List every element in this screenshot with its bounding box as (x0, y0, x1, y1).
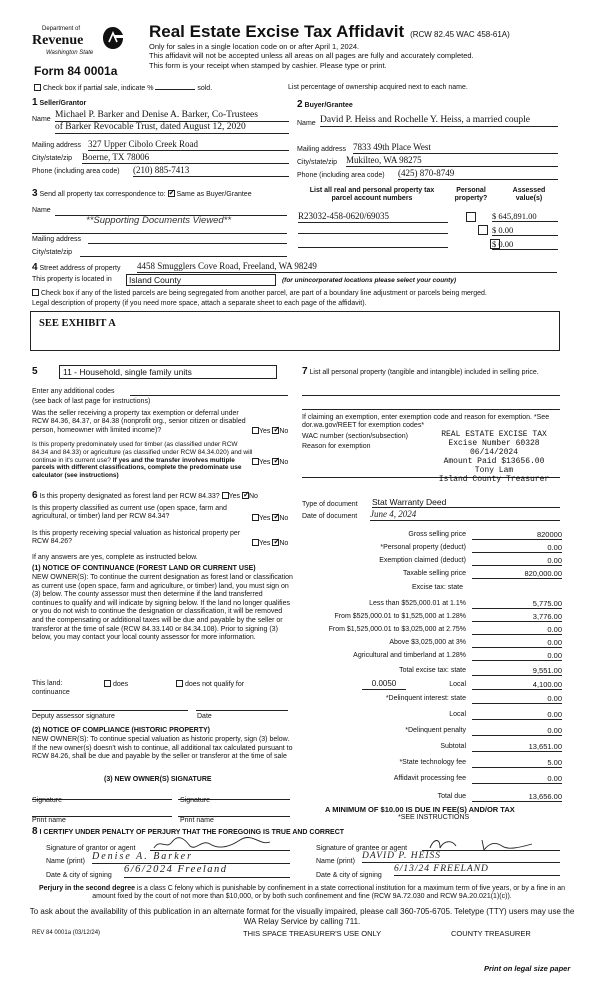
seller-name-label: Name (32, 116, 51, 123)
forest-question: Is this property designated as forest land per RCW 84.33? (39, 493, 220, 500)
seller-mailing-label: Mailing address (32, 142, 82, 149)
treasurer-use-only: THIS SPACE TREASURER'S USE ONLY (243, 929, 382, 938)
exemption-deduct-label: Exemption claimed (deduct) (379, 556, 466, 564)
personal-property-checkbox-2[interactable] (478, 225, 488, 235)
section3-mailing-field[interactable] (88, 236, 287, 244)
form-number: Form 84 0001a (34, 64, 118, 78)
wa-logo-icon (102, 26, 124, 50)
buyer-city[interactable]: Mukilteo, WA 98275 (346, 155, 558, 167)
total-due-value[interactable]: 13,656.00 (472, 792, 562, 802)
tier5-label: Agricultural and timberland at 1.28% (353, 651, 466, 659)
if-yes-note: If any answers are yes, complete as instructed below. (32, 554, 198, 561)
timber-question-text: Is this property predominately used for timber (as classified under RCW 84.34 and 84.33) or agriculture (as classified under RCW 84.34.020) and will continue in it's current use? (32, 441, 253, 464)
open-space-yes-no (252, 514, 288, 523)
revision-number: REV 84 0001a (03/12/24) (32, 930, 101, 936)
open-space-yes-label: Yes (259, 515, 271, 522)
tier1-value[interactable]: 5,775.00 (472, 599, 562, 609)
legal-description-box[interactable] (30, 311, 560, 351)
segregated-label: Check box if any of the listed parcels are being segregated from another parcel, are part of a boundary line adjustment or parcels being merged. (40, 290, 487, 297)
partial-sale-sold: sold. (197, 85, 213, 92)
same-as-buyer-label: Same as Buyer/Grantee (176, 191, 252, 198)
section3-city-label: City/state/zip (32, 249, 73, 256)
this-land-label: This land: (32, 680, 63, 687)
see-instructions: *SEE INSTRUCTIONS (398, 814, 470, 821)
seller-name-line2[interactable]: of Barker Revocable Trust, dated August 12, 2020 (55, 122, 289, 134)
buyer-mailing[interactable]: 7833 49th Place West (353, 142, 558, 154)
logo-state-text: Washington State (46, 50, 94, 56)
legal-description-label: Legal description of property (if you need more space, attach a separate sheet to each page of the affidavit). (32, 300, 367, 307)
tier5-row (300, 649, 562, 661)
notice1-body: NEW OWNER(S): To continue the current designation as forest land or classification as current use (open space, farm and agriculture, or timber) land, you must sign on (3) below. The county assessor must then determine if the land transferred continues to qualify and will indicate by signing below. If the land no longer qualifies or you do not wish to continue the designation or classification, it will be removed and the compensating or additional taxes will be due and payable by the seller or transferor at the time of sale (RCW 84.33.140 or 84.34.108). Prior to signing (3) below, you may contact your local county assessor for more information. (32, 574, 293, 642)
assessed-value-row-2[interactable]: $ 0.00 (492, 225, 558, 236)
logo-dept-text: Department of (42, 26, 81, 32)
legal-paper-note: Print on legal size paper (484, 964, 571, 973)
exemption-no-label: No (279, 428, 289, 435)
taxable-price-row (300, 567, 562, 579)
see-back-label: (see back of last page for instructions) (32, 398, 151, 405)
forest-no-label: No (249, 493, 258, 500)
timber-question (32, 441, 254, 480)
gross-price-row (300, 528, 562, 540)
does-label: does (112, 681, 129, 688)
notice2-title: (2) NOTICE OF COMPLIANCE (HISTORIC PROPERTY) (32, 727, 210, 734)
grantor-name-field[interactable]: Denise A. Barker (92, 851, 290, 864)
tier4-row (300, 636, 562, 648)
grantee-date-field[interactable]: 6/13/24 FREELAND (394, 864, 560, 876)
section3-line2[interactable] (32, 226, 287, 234)
same-as-buyer-checkbox[interactable] (168, 190, 175, 197)
seller-heading: 1 Seller/Grantor (32, 97, 87, 108)
tier4-label: Above $3,025,000 at 3% (389, 638, 466, 646)
tech-fee-value[interactable]: 5.00 (472, 758, 562, 768)
deputy-signature-label: Deputy assessor signature (32, 713, 115, 720)
open-space-question: Is this property classified as current use (open space, farm and agricultural, or timber) land per RCW 84.34? (32, 505, 227, 521)
personal-deduct-row (300, 541, 562, 553)
subheader-line1: Only for sales in a single location code on or after April 1, 2024. (149, 42, 360, 51)
continuance-label: continuance (32, 689, 70, 696)
section7-heading-text: List all personal property (tangible and intangible) included in selling price. (309, 369, 539, 376)
reason-label: Reason for exemption (302, 443, 371, 450)
deputy-date-label: Date (197, 713, 212, 720)
buyer-phone[interactable]: (425) 870-8749 (398, 168, 558, 180)
grantee-date-label: Date & city of signing (316, 872, 382, 879)
tier3-row (300, 623, 562, 635)
segregated-checkbox[interactable] (32, 289, 39, 296)
assessed-value-col-header: Assessed value(s) (512, 187, 546, 203)
total-state-label: Total excise tax: state (399, 666, 466, 674)
exemption-yes-label: Yes (259, 428, 271, 435)
parcels-col-header: List all real and personal property tax parcel account numbers (309, 187, 435, 203)
grantee-signature-scribble (422, 836, 560, 852)
tier3-label: From $1,525,000.01 to $3,025,000 at 2.75% (328, 625, 466, 633)
total-due-row (300, 790, 562, 802)
section4-street-row: 4 Street address of property (32, 262, 121, 273)
does-not-checkbox[interactable] (176, 680, 183, 687)
local2-row (300, 708, 562, 720)
legal-description-text: SEE EXHIBIT A (39, 318, 116, 329)
personal-deduct-label: *Personal property (deduct) (380, 543, 466, 551)
exemption-deduct-value[interactable]: 0.00 (472, 556, 562, 566)
buyer-mailing-label: Mailing address (297, 146, 347, 153)
grantor-name-label: Name (print) (46, 858, 85, 865)
partial-sale-checkbox[interactable] (34, 84, 41, 91)
additional-codes-field[interactable] (130, 388, 288, 396)
this-land-row (32, 680, 292, 688)
subtotal-value[interactable]: 13,651.00 (472, 742, 562, 752)
exemption-yes-checkbox[interactable] (252, 427, 259, 434)
notice1-title: (1) NOTICE OF CONTINUANCE (FOREST LAND OR CURRENT USE) (32, 565, 256, 572)
local-row (300, 678, 562, 690)
exemption-note: If claiming an exemption, enter exemption code and reason for exemption. *See dor.wa.gov/REET for exemption codes* (302, 414, 550, 430)
local2-value[interactable]: 0.00 (472, 710, 562, 720)
grantee-signature-label: Signature of grantee or agent (316, 845, 408, 852)
county-select[interactable]: Island County (126, 274, 276, 286)
located-in-label: This property is located in (32, 276, 112, 283)
local-label: Local (449, 680, 466, 688)
subheader-line3: This form is your receipt when stamped by cashier. Please type or print. (149, 60, 387, 70)
buyer-heading-label: Buyer/Grantee (304, 102, 353, 109)
section3-heading: 3 Send all property tax correspondence to: ✓ Same as Buyer/Grantee (32, 188, 252, 200)
tier2-label: From $525,000.01 to $1,525,000 at 1.28% (334, 612, 466, 620)
parcel-row-1[interactable]: R23032-458-0620/69035 (298, 211, 448, 223)
owner-signature-1-label: Signature (32, 797, 62, 804)
total-due-label: Total due (437, 792, 466, 800)
parcel-row-2[interactable] (298, 225, 448, 234)
property-use-select[interactable]: 11 - Household, single family units (59, 365, 277, 379)
open-space-no-label: No (279, 515, 289, 522)
tier2-value[interactable]: 3,776.00 (472, 612, 562, 622)
doc-type-label: Type of document (302, 501, 358, 508)
historic-yes-no (252, 539, 288, 548)
section7-heading: 7 List all personal property (tangible and intangible) included in selling price. (302, 366, 539, 377)
historic-yes-checkbox[interactable] (252, 539, 259, 546)
wac-label: WAC number (section/subsection) (302, 433, 408, 440)
seller-name-line1[interactable]: Michael P. Barker and Denise A. Barker, Co-Trustees (55, 110, 289, 122)
seller-mailing[interactable]: 327 Upper Cibolo Creek Road (88, 139, 289, 151)
grantor-date-field[interactable]: 6/6/2024 Freeland (124, 864, 290, 878)
seller-phone[interactable]: (210) 885-7413 (133, 165, 289, 177)
section6-forest-row: 6 Is this property designated as forest land per RCW 84.33? Yes ✓ No (32, 490, 292, 502)
grantor-signature-label: Signature of grantor or agent (46, 845, 136, 852)
section3-name-label: Name (32, 207, 51, 214)
revenue-logo (32, 24, 124, 64)
deputy-signature-field[interactable] (32, 705, 188, 711)
doc-date-field[interactable]: June 4, 2024 (370, 509, 560, 521)
partial-sale-label: Check box if partial sale, indicate % (42, 85, 154, 92)
timber-yes-checkbox[interactable] (252, 458, 259, 465)
stamp-line-2: 06/14/2024 (469, 447, 518, 457)
subtotal-label: Subtotal (440, 742, 466, 750)
deputy-date-field[interactable] (196, 705, 288, 711)
grantee-signature-field[interactable] (422, 836, 560, 851)
delinquent-interest-value[interactable]: 0.00 (472, 694, 562, 704)
tier2-row (300, 610, 562, 622)
supporting-docs-stamp: **Supporting Documents Viewed** (86, 215, 232, 226)
grantee-name-field[interactable]: DAVID P. HEISS (362, 851, 560, 863)
new-owner-signature-heading: (3) NEW OWNER(S) SIGNATURE (104, 776, 212, 783)
stamp-line-3: Amount Paid $13656.00 (443, 456, 545, 466)
taxable-price-label: Taxable selling price (402, 569, 466, 577)
personal-deduct-value[interactable]: 0.00 (472, 543, 562, 553)
stamp-line-5: Island County Treasurer (438, 474, 550, 484)
affidavit-fee-value[interactable]: 0.00 (472, 774, 562, 784)
additional-codes-label: Enter any additional codes (32, 388, 115, 395)
doc-date-label: Date of document (302, 513, 358, 520)
open-space-no-checkbox[interactable] (272, 514, 279, 521)
tier1-label: Less than $525,000.01 at 1.1% (369, 599, 466, 607)
gross-price-value[interactable]: 820000 (472, 530, 562, 540)
treasurer-receipt-stamp (428, 431, 560, 485)
owner-print-2-label: Print name (180, 817, 214, 824)
local-value[interactable]: 4,100.00 (472, 680, 562, 690)
personal-property-checkbox-1[interactable] (466, 212, 476, 222)
timber-yes-no (252, 458, 288, 467)
grantor-signature-field[interactable] (150, 836, 290, 851)
gross-price-label: Gross selling price (408, 530, 466, 538)
forest-yes-label: Yes (228, 493, 241, 500)
personal-property-line1[interactable] (302, 388, 560, 396)
tech-fee-label: *State technology fee (399, 758, 466, 766)
minimum-due-note: A MINIMUM OF $10.00 IS DUE IN FEE(S) AND/OR TAX (325, 805, 515, 814)
notice2-body: NEW OWNER(S): To continue special valuation as historic property, sign (3) below. If the new owner(s) doesn't wish to continue, all additional tax calculated pursuant to RCW 84.26, shall be due and payable by the seller or transferor at the time of sale (32, 736, 293, 761)
assessed-value-row-1[interactable]: $ 645,891.00 (492, 211, 558, 222)
grantor-signature-scribble (150, 836, 290, 852)
doc-type-field[interactable]: Stat Warranty Deed (372, 497, 560, 508)
stamp-line-0: REAL ESTATE EXCISE TAX (441, 430, 547, 439)
exemption-deduct-row (300, 554, 562, 566)
section5-number: 5 (32, 366, 38, 377)
grantor-date-label: Date & city of signing (46, 872, 112, 879)
grantee-name-label: Name (print) (316, 858, 355, 865)
tier3-value[interactable]: 0.00 (472, 625, 562, 635)
seller-city[interactable]: Boerne, TX 78006 (82, 152, 289, 164)
parcel-row-3[interactable] (298, 239, 448, 248)
section3-city-field[interactable] (80, 249, 287, 257)
total-state-value[interactable]: 9,551.00 (472, 666, 562, 676)
personal-property-line2[interactable] (302, 402, 560, 410)
delinquent-penalty-label: *Delinquent penalty (405, 726, 466, 734)
street-label: Street address of property (39, 265, 121, 272)
delinquent-penalty-row (300, 724, 562, 736)
subtotal-row (300, 740, 562, 752)
perjury-bold: Perjury in the second degree (38, 885, 136, 892)
timber-yes-label: Yes (259, 459, 271, 466)
does-checkbox[interactable] (104, 680, 111, 687)
buyer-name[interactable]: David P. Heiss and Rochelle Y. Heiss, a married couple (320, 115, 558, 127)
page-title: Real Estate Excise Tax Affidavit (149, 22, 405, 41)
exemption-yes-no (252, 427, 288, 436)
property-street-address[interactable]: 4458 Smugglers Cove Road, Freeland, WA 98249 (137, 261, 557, 273)
subheader-line2: This affidavit will not be accepted unless all areas on all pages are fully and accurately completed. (149, 51, 474, 61)
ownership-note: List percentage of ownership acquired next to each name. (288, 84, 468, 91)
open-space-yes-checkbox[interactable] (252, 514, 259, 521)
section3-label: Send all property tax correspondence to: (39, 191, 166, 198)
buyer-heading: 2 Buyer/Grantee (297, 99, 353, 110)
total-state-row (300, 664, 562, 676)
perjury-notice (28, 885, 576, 902)
section3-mailing-label: Mailing address (32, 236, 82, 243)
buyer-phone-label: Phone (including area code) (297, 172, 385, 179)
owner-signature-2-label: Signature (180, 797, 210, 804)
affidavit-fee-row (300, 772, 562, 784)
certify-text: I CERTIFY UNDER PENALTY OF PERJURY THAT THE FOREGOING IS TRUE AND CORRECT (39, 829, 345, 836)
stamp-line-4: Tony Lam (474, 465, 514, 475)
personal-property-col-header: Personal property? (454, 187, 488, 203)
historic-yes-label: Yes (259, 540, 271, 547)
tech-fee-row (300, 756, 562, 768)
seller-heading-label: Seller/Grantor (39, 100, 87, 107)
local2-label: Local (449, 710, 466, 718)
historic-question: Is this property receiving special valuation as historical property per RCW 84.26? (32, 530, 241, 546)
seller-phone-label: Phone (including area code) (32, 168, 120, 175)
title-ref: (RCW 82.45 WAC 458-61A) (410, 30, 510, 39)
form-title-block (149, 22, 569, 42)
certify-heading: 8 I CERTIFY UNDER PENALTY OF PERJURY THAT THE FOREGOING IS TRUE AND CORRECT (32, 826, 345, 837)
buyer-city-label: City/state/zip (297, 159, 338, 166)
segregated-row (32, 289, 562, 298)
forest-no-checkbox[interactable] (242, 492, 249, 499)
logo-revenue-text: Revenue (32, 33, 84, 48)
timber-no-checkbox[interactable] (272, 458, 279, 465)
partial-sale-row (34, 84, 554, 93)
assessed-value-row-3[interactable]: $ 0.00 (492, 239, 558, 250)
owner-print-1-label: Print name (32, 817, 66, 824)
forest-yes-checkbox[interactable] (222, 492, 229, 499)
taxable-price-value[interactable]: 820,000.00 (472, 569, 562, 579)
alternate-format-note: To ask about the availability of this publication in an alternate format for the visually impaired, please call 360-705-6705. Teletype (TTY) users may use the WA Relay Service by calling 711. (29, 907, 575, 926)
historic-no-checkbox[interactable] (272, 539, 279, 546)
county-treasurer-label: COUNTY TREASURER (451, 929, 531, 938)
exemption-no-checkbox[interactable] (272, 427, 279, 434)
subheader (149, 42, 569, 70)
affidavit-fee-label: Affidavit processing fee (393, 774, 466, 782)
delinquent-interest-row (300, 692, 562, 704)
partial-sale-percent-field[interactable] (155, 89, 195, 90)
excise-state-label: Excise tax: state (412, 584, 463, 591)
tier4-value[interactable]: 0.00 (472, 638, 562, 648)
timber-question-bold: If yes and the transfer involves multiple parcels with different classifications, complete the predominate use calculator (see instructions) (32, 456, 242, 480)
delinquent-interest-label: *Delinquent interest: state (385, 694, 466, 702)
timber-no-label: No (279, 459, 289, 466)
buyer-name-label: Name (297, 120, 316, 127)
does-not-label: does not qualify for (184, 681, 245, 688)
tier1-row (300, 597, 562, 609)
unincorporated-note: (for unincorporated locations please select your county) (282, 277, 457, 284)
seller-city-label: City/state/zip (32, 155, 73, 162)
historic-no-label: No (279, 540, 289, 547)
stamp-line-1: Excise Number 60328 (448, 438, 540, 448)
perjury-text: Perjury in the second degree is a class C felony which is punishable by confinement in a state correctional institution for a maximum term of five years, or by a fine in an amount fixed by the court of not more than $10,000, or by both such confinement and fine (RCW 9A.72.030 and RCW 9A.20.021(1)(c)). (38, 885, 565, 901)
tier5-value[interactable]: 0.00 (472, 651, 562, 661)
exemption-question: Was the seller receiving a property tax exemption or deferral under RCW 84.36, 84.37, or 84.38 (nonprofit org., senior citizen or disabled person, homeowner with limited income)? (32, 410, 246, 434)
delinquent-penalty-value[interactable]: 0.00 (472, 726, 562, 736)
local-rate-field[interactable]: 0.0050 (362, 679, 406, 690)
